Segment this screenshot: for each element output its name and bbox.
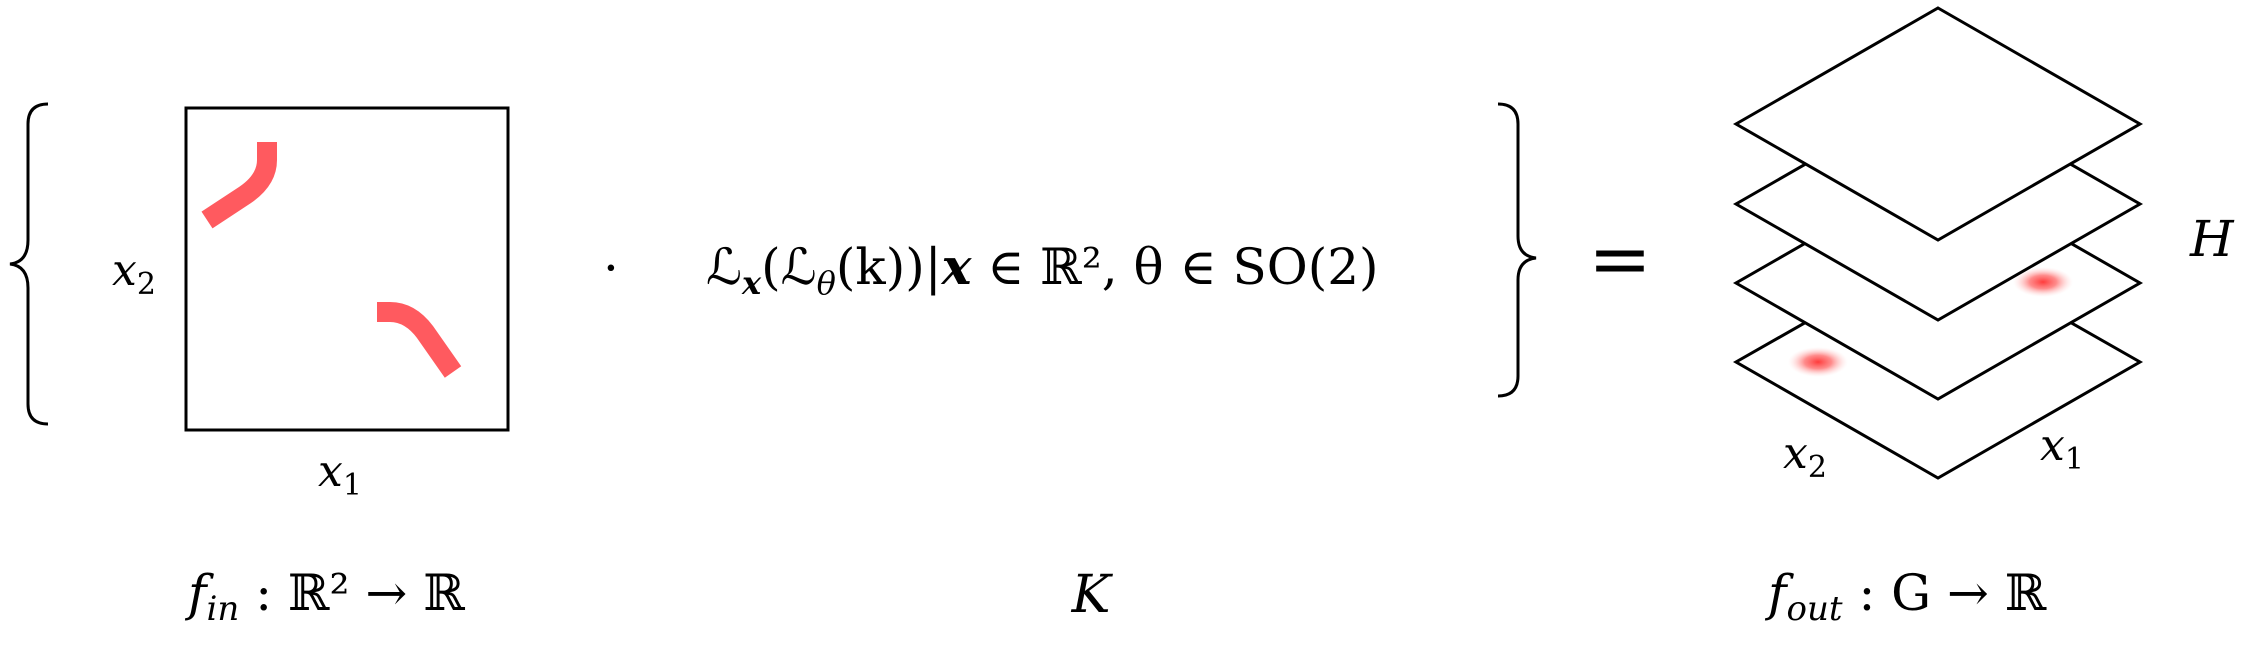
equals-sign: = — [1588, 214, 1652, 303]
input-axis-x2-label: $x_2$ — [112, 245, 156, 302]
product-dot: · — [603, 239, 619, 297]
output-plane-stack — [1736, 8, 2140, 478]
input-feature-bottom-right — [377, 312, 453, 372]
activation-blob-low — [1788, 347, 1848, 377]
kernel-caption: K — [1071, 565, 1111, 625]
right-brace — [1498, 104, 1536, 396]
output-function-caption: $f_{out}$ : G → ℝ — [1768, 564, 2047, 629]
output-axis-x2-label: $x_2$ — [1783, 428, 1827, 485]
output-axis-x1-label: $x_1$ — [2040, 420, 2084, 477]
lifting-expression: ℒ$_x$(ℒ$_\theta$(k))|x ∈ ℝ², θ ∈ SO(2) — [706, 237, 1379, 302]
input-feature-top-left — [207, 142, 267, 220]
left-brace — [10, 104, 48, 424]
input-axis-x1-label: $x_1$ — [318, 446, 362, 503]
input-function-caption: $f_{in}$ : ℝ² → ℝ — [188, 564, 465, 629]
group-h-label: H — [2190, 210, 2234, 268]
input-image-frame — [186, 108, 508, 430]
